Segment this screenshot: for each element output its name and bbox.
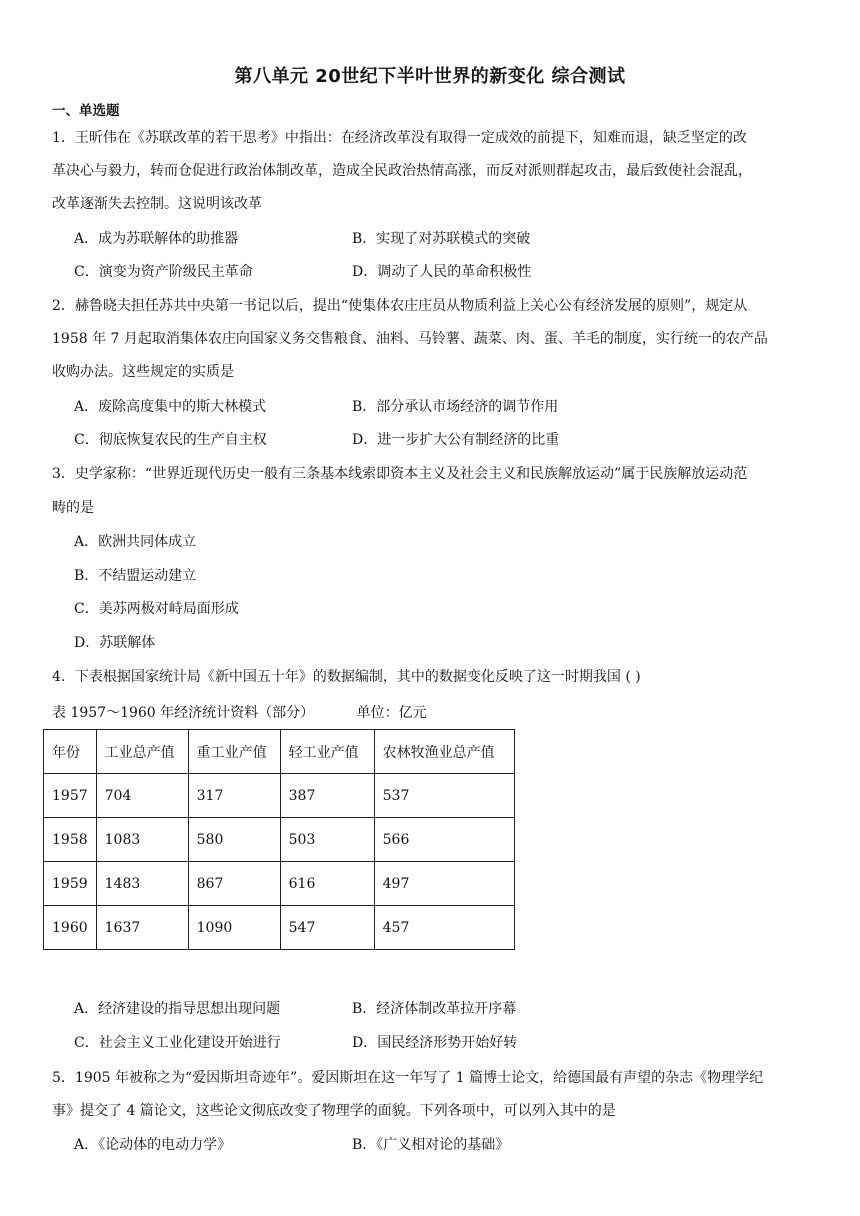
question-5-line-1: 5．1905 年被称之为“爱因斯坦奇迹年”。爱因斯坦在这一年写了 1 篇博士论文，给德国最有声望的杂志《物理学纪 (52, 1070, 764, 1086)
table-cell: 497 (374, 862, 514, 906)
table-header-cell: 轻工业产值 (280, 730, 374, 774)
table-cell: 616 (280, 862, 374, 906)
table-cell: 1090 (188, 906, 280, 950)
table-row (44, 906, 515, 950)
question-3-option-b[interactable]: B．不结盟运动建立 (74, 568, 197, 584)
question-1-option-c[interactable]: C．演变为资产阶级民主革命 (74, 264, 253, 280)
table-cell: 457 (374, 906, 514, 950)
table-cell: 580 (188, 818, 280, 862)
table-row (44, 818, 515, 862)
question-2-line-3: 收购办法。这些规定的实质是 (52, 364, 234, 380)
question-4-option-b[interactable]: B．经济体制改革拉开序幕 (352, 1001, 517, 1017)
question-2-option-a[interactable]: A．废除高度集中的斯大林模式 (74, 399, 267, 415)
question-2-option-b[interactable]: B．部分承认市场经济的调节作用 (352, 399, 559, 415)
question-4-line-1: 4．下表根据国家统计局《新中国五十年》的数据编制，其中的数据变化反映了这一时期我国 ( ) (52, 669, 641, 685)
question-5-option-b[interactable]: B．《广义相对论的基础》 (352, 1137, 510, 1153)
question-1-option-b[interactable]: B．实现了对苏联模式的突破 (352, 231, 531, 247)
question-1-option-d[interactable]: D．调动了人民的革命积极性 (352, 264, 532, 280)
section-heading: 一、单选题 (52, 103, 120, 119)
table-row (44, 862, 515, 906)
page-title: 第八单元 20世纪下半叶世界的新变化 综合测试 (234, 66, 626, 87)
table-header-cell: 年份 (44, 730, 97, 774)
table-cell: 1083 (96, 818, 188, 862)
table-cell: 317 (188, 774, 280, 818)
question-2-option-d[interactable]: D．进一步扩大公有制经济的比重 (352, 432, 560, 448)
table-cell: 1637 (96, 906, 188, 950)
table-caption-title: 表 1957～1960 年经济统计资料（部分） (52, 705, 315, 721)
table-cell: 1957 (44, 774, 97, 818)
question-3-option-c[interactable]: C．美苏两极对峙局面形成 (74, 601, 239, 617)
question-3-line-1: 3．史学家称：“世界近现代历史一般有三条基本线索即资本主义及社会主义和民族解放运动”属于民族解放运动范 (52, 466, 748, 482)
table-header-cell: 工业总产值 (96, 730, 188, 774)
table-cell: 867 (188, 862, 280, 906)
question-3-line-2: 畴的是 (52, 500, 94, 516)
table-cell: 547 (280, 906, 374, 950)
question-5-line-2: 事》提交了 4 篇论文，这些论文彻底改变了物理学的面貌。下列各项中，可以列入其中的是 (52, 1103, 616, 1119)
table-row (44, 774, 515, 818)
question-4-option-a[interactable]: A．经济建设的指导思想出现问题 (74, 1001, 281, 1017)
table-cell: 503 (280, 818, 374, 862)
table-cell: 537 (374, 774, 514, 818)
question-2-line-2: 1958 年 7 月起取消集体农庄向国家义务交售粮食、油料、马铃薯、蔬菜、肉、蛋、羊毛的制度，实行统一的农产品 (52, 331, 768, 347)
question-1-line-1: 1．王昕伟在《苏联改革的若干思考》中指出：在经济改革没有取得一定成效的前提下，知难而退，缺乏坚定的改 (52, 130, 747, 146)
table-cell: 1960 (44, 906, 97, 950)
table-cell: 566 (374, 818, 514, 862)
table-cell: 1958 (44, 818, 97, 862)
table-unit: 单位：亿元 (356, 705, 427, 721)
table-header-row (44, 730, 515, 774)
question-1-line-2: 革决心与毅力，转而仓促进行政治体制改革，造成全民政治热情高涨，而反对派则群起攻击，最后致使社会混乱， (52, 163, 752, 179)
table-caption (52, 702, 427, 722)
table-cell: 1483 (96, 862, 188, 906)
table-cell: 704 (96, 774, 188, 818)
question-4-option-d[interactable]: D．国民经济形势开始好转 (352, 1035, 518, 1051)
question-3-option-a[interactable]: A．欧洲共同体成立 (74, 534, 197, 550)
question-3-option-d[interactable]: D．苏联解体 (74, 635, 156, 651)
question-1-option-a[interactable]: A．成为苏联解体的助推器 (74, 231, 239, 247)
table-header-cell: 重工业产值 (188, 730, 280, 774)
table-cell: 1959 (44, 862, 97, 906)
question-4-option-c[interactable]: C．社会主义工业化建设开始进行 (74, 1035, 281, 1051)
table-header-cell: 农林牧渔业总产值 (374, 730, 514, 774)
economic-statistics-table (43, 729, 515, 950)
table-cell: 387 (280, 774, 374, 818)
question-2-line-1: 2．赫鲁晓夫担任苏共中央第一书记以后，提出“使集体农庄庄员从物质利益上关心公有经济发展的原则”，规定从 (52, 298, 748, 314)
question-1-line-3: 改革逐渐失去控制。这说明该改革 (52, 196, 262, 212)
question-2-option-c[interactable]: C．彻底恢复农民的生产自主权 (74, 432, 267, 448)
question-5-option-a[interactable]: A．《论动体的电动力学》 (74, 1137, 232, 1153)
